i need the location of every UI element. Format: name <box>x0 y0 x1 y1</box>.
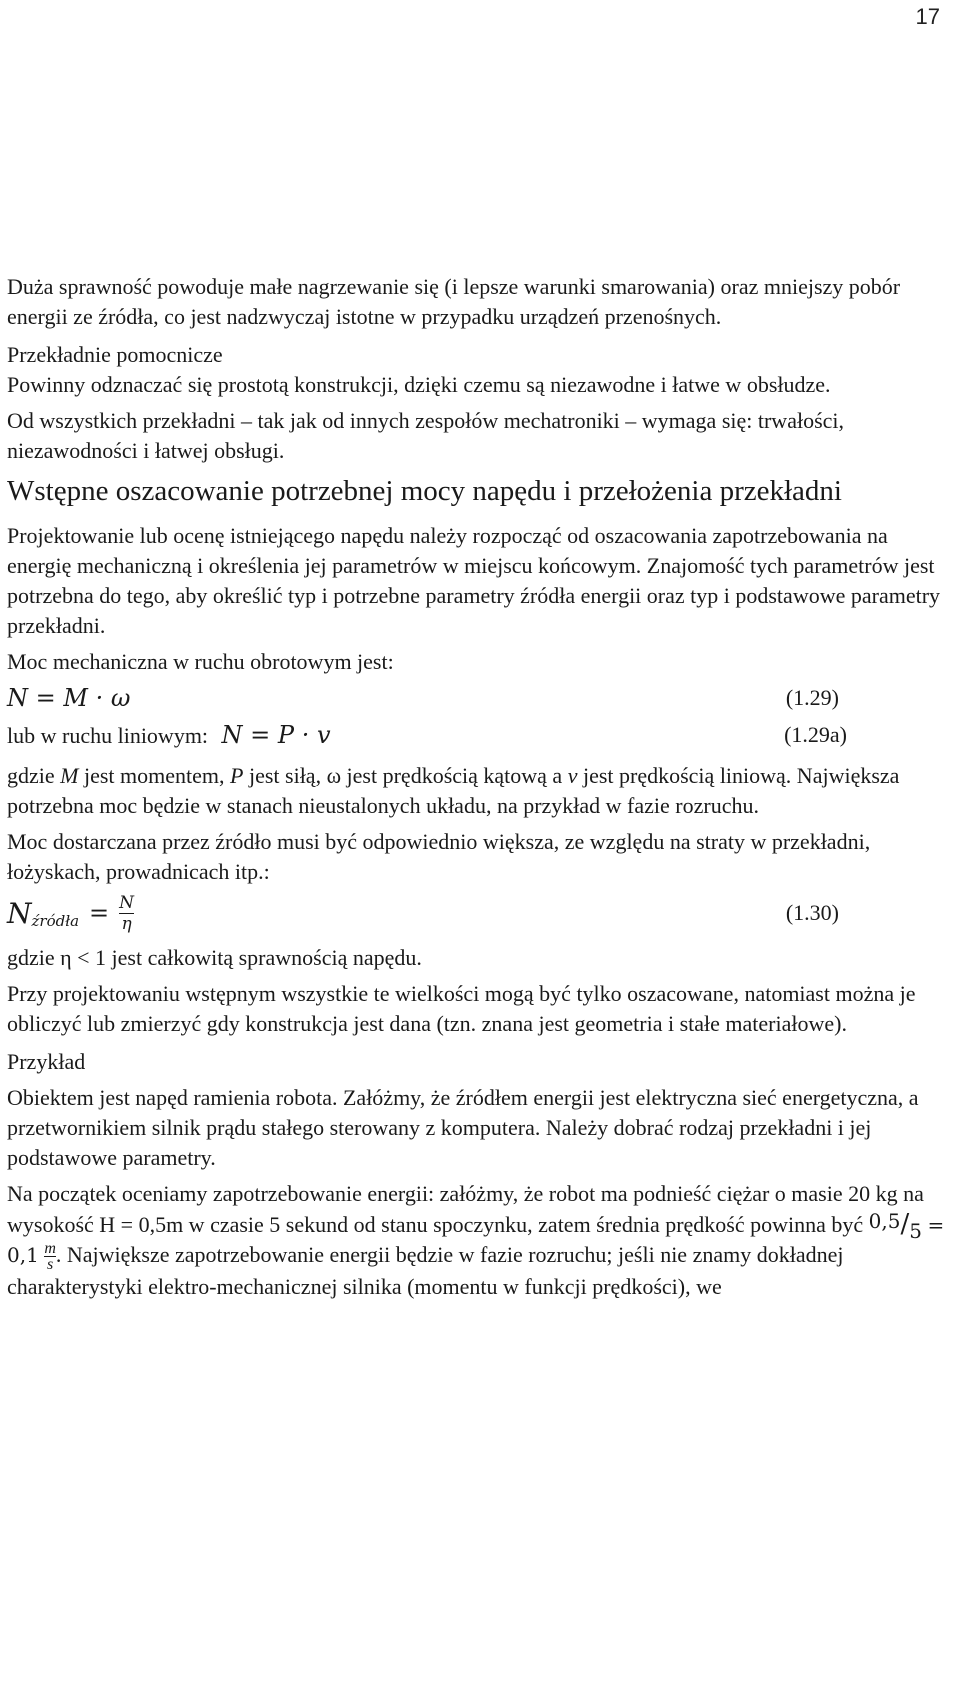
equation-number: (1.30) <box>785 900 839 925</box>
equation-prefix: lub w ruchu liniowym: <box>7 723 209 748</box>
document-body <box>7 272 947 1302</box>
equation-number: (1.29a) <box>784 722 847 747</box>
page-number: 17 <box>915 4 940 29</box>
paragraph-efficiency-definition: gdzie η < 1 jest całkowitą sprawnością napędu. <box>7 945 422 970</box>
paragraph-source-power: Moc dostarczana przez źródło musi być odpowiednio większa, ze względu na straty w przekładni, łożyskach, prowadnicach itp.: <box>7 829 871 884</box>
paragraph-energy-estimate: Na początek oceniamy zapotrzebowanie energii: załóżmy, że robot ma podnieść ciężar o masie 20 kg na wysokość H = 0,5m w czasie 5 sekund od stanu spoczynku, zatem średnia prędkość powinna być 0,5/5 = 0,1 $\frac{m}{s}$ . Największe zapotrzebowanie energii będzie w fazie rozruchu; jeśli nie znamy dokładnej charakterystyki elektro-mechanicznej silnika (momentu w funkcji prędkości), we <box>7 1181 945 1300</box>
equation-formula: N = M · ω <box>7 684 131 712</box>
equation-number: (1.29) <box>785 685 839 710</box>
paragraph-symbols: gdzie M jest momentem, P jest siłą, ω jest prędkością kątową a v jest prędkością liniową. Największa potrzebna moc będzie w stanach nieustalonych układu, na przykład w fazie rozruchu. <box>7 763 900 818</box>
equation-1-29a <box>7 715 947 755</box>
paragraph-rotational-power: Moc mechaniczna w ruchu obrotowym jest: <box>7 649 394 674</box>
equation-1-29 <box>7 681 947 715</box>
paragraph-design: Projektowanie lub ocenę istniejącego napędu należy rozpocząć od oszacowania zapotrzebowania na energię mechaniczną i określenia jej parametrów w miejscu końcowym. Znajomość tych parametrów jest potrzebna do tego, aby określić typ i potrzebne parametry źródła energii oraz typ i podstawowe parametry przekładni. <box>7 523 941 638</box>
paragraph-efficiency: Duża sprawność powoduje małe nagrzewanie się (i lepsze warunki smarowania) oraz mniejszy pobór energii ze źródła, co jest nadzwyczaj istotne w przypadku urządzeń przenośnych. <box>7 274 901 329</box>
equation-formula: N = P · v <box>221 721 331 749</box>
paragraph-simplicity: Powinny odznaczać się prostotą konstrukcji, dzięki czemu są niezawodne i łatwe w obsłudze. <box>7 372 831 397</box>
section-heading: Wstępne oszacowanie potrzebnej mocy napędu i przełożenia przekładni <box>7 475 842 507</box>
equation-1-30: N źródła = $\frac{N}{\eta}$ (1.30) <box>7 892 839 934</box>
paragraph-estimation: Przy projektowaniu wstępnym wszystkie te wielkości mogą być tylko oszacowane, natomiast można je obliczyć lub zmierzyć gdy konstrukcja jest dana (tzn. znana jest geometria i stałe materiałowe). <box>7 981 916 1036</box>
heading-auxiliary-gears: Przekładnie pomocnicze <box>7 342 223 367</box>
paragraph-requirements: Od wszystkich przekładni – tak jak od innych zespołów mechatroniki – wymaga się: trwałości, niezawodności i łatwej obsługi. <box>7 408 845 463</box>
paragraph-example-object: Obiektem jest napęd ramienia robota. Załóżmy, że źródłem energii jest elektryczna sieć energetyczna, a przetwornikiem silnik prądu stałego sterowany z komputera. Należy dobrać rodzaj przekładni i jej podstawowe parametry. <box>7 1085 919 1170</box>
heading-example: Przykład <box>7 1049 86 1074</box>
